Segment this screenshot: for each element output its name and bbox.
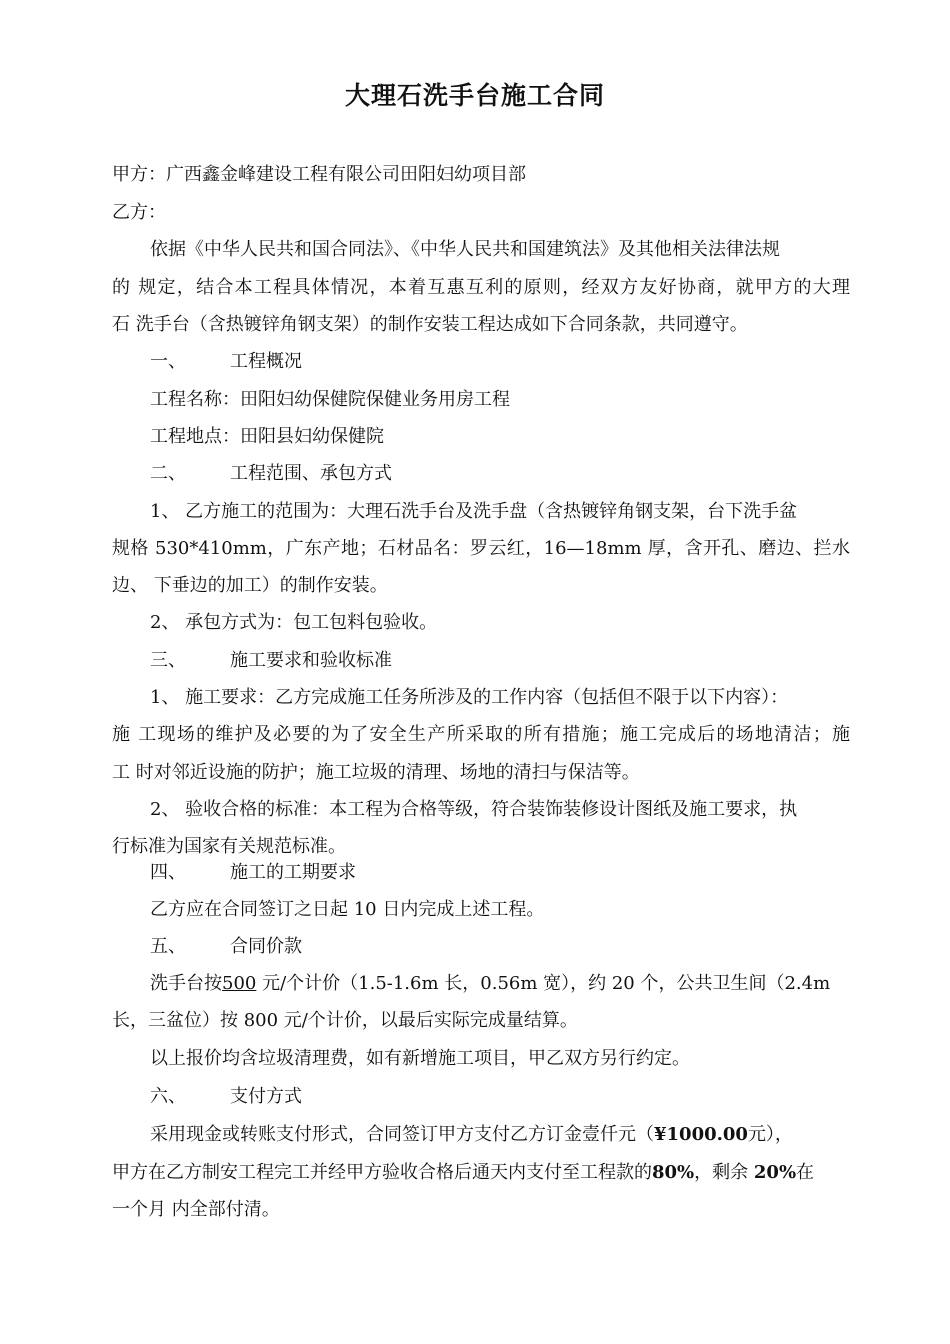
price-note: 以上报价均含垃圾清理费，如有新增施工项目，甲乙双方另行约定。 bbox=[150, 1048, 690, 1069]
section-6-number: 六、 bbox=[150, 1086, 186, 1107]
section-1-title: 工程概况 bbox=[230, 351, 302, 372]
acceptance-line-1: 2、 验收合格的标准：本工程为合格等级，符合装饰装修设计图纸及施工要求，执 bbox=[150, 799, 798, 820]
party-a: 甲方：广西鑫金峰建设工程有限公司田阳妇幼项目部 bbox=[112, 164, 526, 185]
section-2-title: 工程范围、承包方式 bbox=[230, 463, 392, 484]
schedule: 乙方应在合同签订之日起 10 日内完成上述工程。 bbox=[150, 899, 545, 920]
section-4-title: 施工的工期要求 bbox=[230, 862, 356, 883]
payment-line-2 bbox=[112, 1160, 814, 1186]
section-5-heading bbox=[150, 934, 302, 960]
payment-text-3: 甲方在乙方制安工程完工并经甲方验收合格后通天内支付至工程款的 bbox=[112, 1162, 652, 1183]
section-3-title: 施工要求和验收标准 bbox=[230, 650, 392, 671]
deposit-amount: ¥1000.00 bbox=[654, 1124, 748, 1145]
section-2-heading bbox=[150, 461, 392, 487]
section-3-number: 三、 bbox=[150, 650, 186, 671]
party-b: 乙方： bbox=[112, 202, 166, 223]
price-line-1 bbox=[150, 971, 830, 997]
section-3-heading bbox=[150, 648, 392, 674]
payment-text-2: 元）， bbox=[747, 1124, 793, 1145]
section-5-title: 合同价款 bbox=[230, 936, 302, 957]
intro-line-2: 的 规定，结合本工程具体情况，本着互惠互利的原则，经双方友好协商，就甲方的大理 bbox=[112, 277, 850, 298]
section-1-number: 一、 bbox=[150, 351, 186, 372]
scope-line-2: 规格 530*410mm，广东产地；石材品名：罗云红，16—18mm 厚，含开孔、磨边、拦水 bbox=[112, 538, 850, 559]
payment-percent-1: 80% bbox=[652, 1162, 695, 1183]
project-site: 工程地点：田阳县妇幼保健院 bbox=[150, 426, 384, 447]
payment-text-5: 在 bbox=[796, 1162, 815, 1183]
payment-line-1 bbox=[150, 1122, 793, 1148]
requirements-line-1: 1、 施工要求：乙方完成施工任务所涉及的工作内容（包括但不限于以下内容）： bbox=[150, 687, 789, 708]
price-details: 元/个计价（1.5-1.6m 长，0.56m 宽），约 20 个，公共卫生间（2.4m bbox=[256, 973, 831, 994]
requirements-line-2: 施 工现场的维护及必要的为了安全生产所采取的所有措施；施工完成后的场地清洁；施 bbox=[112, 724, 850, 745]
section-4-number: 四、 bbox=[150, 862, 186, 883]
price-line-2: 长，三盆位）按 800 元/个计价，以最后实际完成量结算。 bbox=[112, 1010, 578, 1031]
payment-text-4: ，剩余 bbox=[694, 1162, 754, 1183]
scope-line-1: 1、 乙方施工的范围为：大理石洗手台及洗手盘（含热镀锌角钢支架，台下洗手盆 bbox=[150, 501, 798, 522]
section-2-number: 二、 bbox=[150, 463, 186, 484]
section-5-number: 五、 bbox=[150, 936, 186, 957]
section-1-heading bbox=[150, 349, 302, 375]
scope-line-3: 边、 下垂边的加工）的制作安装。 bbox=[112, 575, 388, 596]
section-6-heading bbox=[150, 1084, 302, 1110]
contract-mode: 2、 承包方式为：包工包料包验收。 bbox=[150, 612, 438, 633]
section-4-heading bbox=[150, 860, 356, 886]
project-name: 工程名称：田阳妇幼保健院保健业务用房工程 bbox=[150, 389, 510, 410]
payment-line-3: 一个月 内全部付清。 bbox=[112, 1199, 280, 1220]
document-title: 大理石洗手台施工合同 bbox=[344, 81, 605, 110]
price-prefix: 洗手台按 bbox=[150, 973, 222, 994]
price-amount: 500 bbox=[222, 973, 257, 994]
payment-percent-2: 20% bbox=[753, 1162, 797, 1183]
payment-text-1: 采用现金或转账支付形式，合同签订甲方支付乙方订金壹仟元（ bbox=[150, 1124, 654, 1145]
acceptance-line-2: 行标准为国家有关规范标准。 bbox=[112, 836, 346, 857]
section-6-title: 支付方式 bbox=[230, 1086, 302, 1107]
intro-line-1: 依据《中华人民共和国合同法》、《中华人民共和国建筑法》及其他相关法律法规 bbox=[150, 239, 780, 260]
intro-line-3: 石 洗手台（含热镀锌角钢支架）的制作安装工程达成如下合同条款，共同遵守。 bbox=[112, 314, 748, 335]
requirements-line-3: 工 时对邻近设施的防护；施工垃圾的清理、场地的清扫与保洁等。 bbox=[112, 762, 640, 783]
